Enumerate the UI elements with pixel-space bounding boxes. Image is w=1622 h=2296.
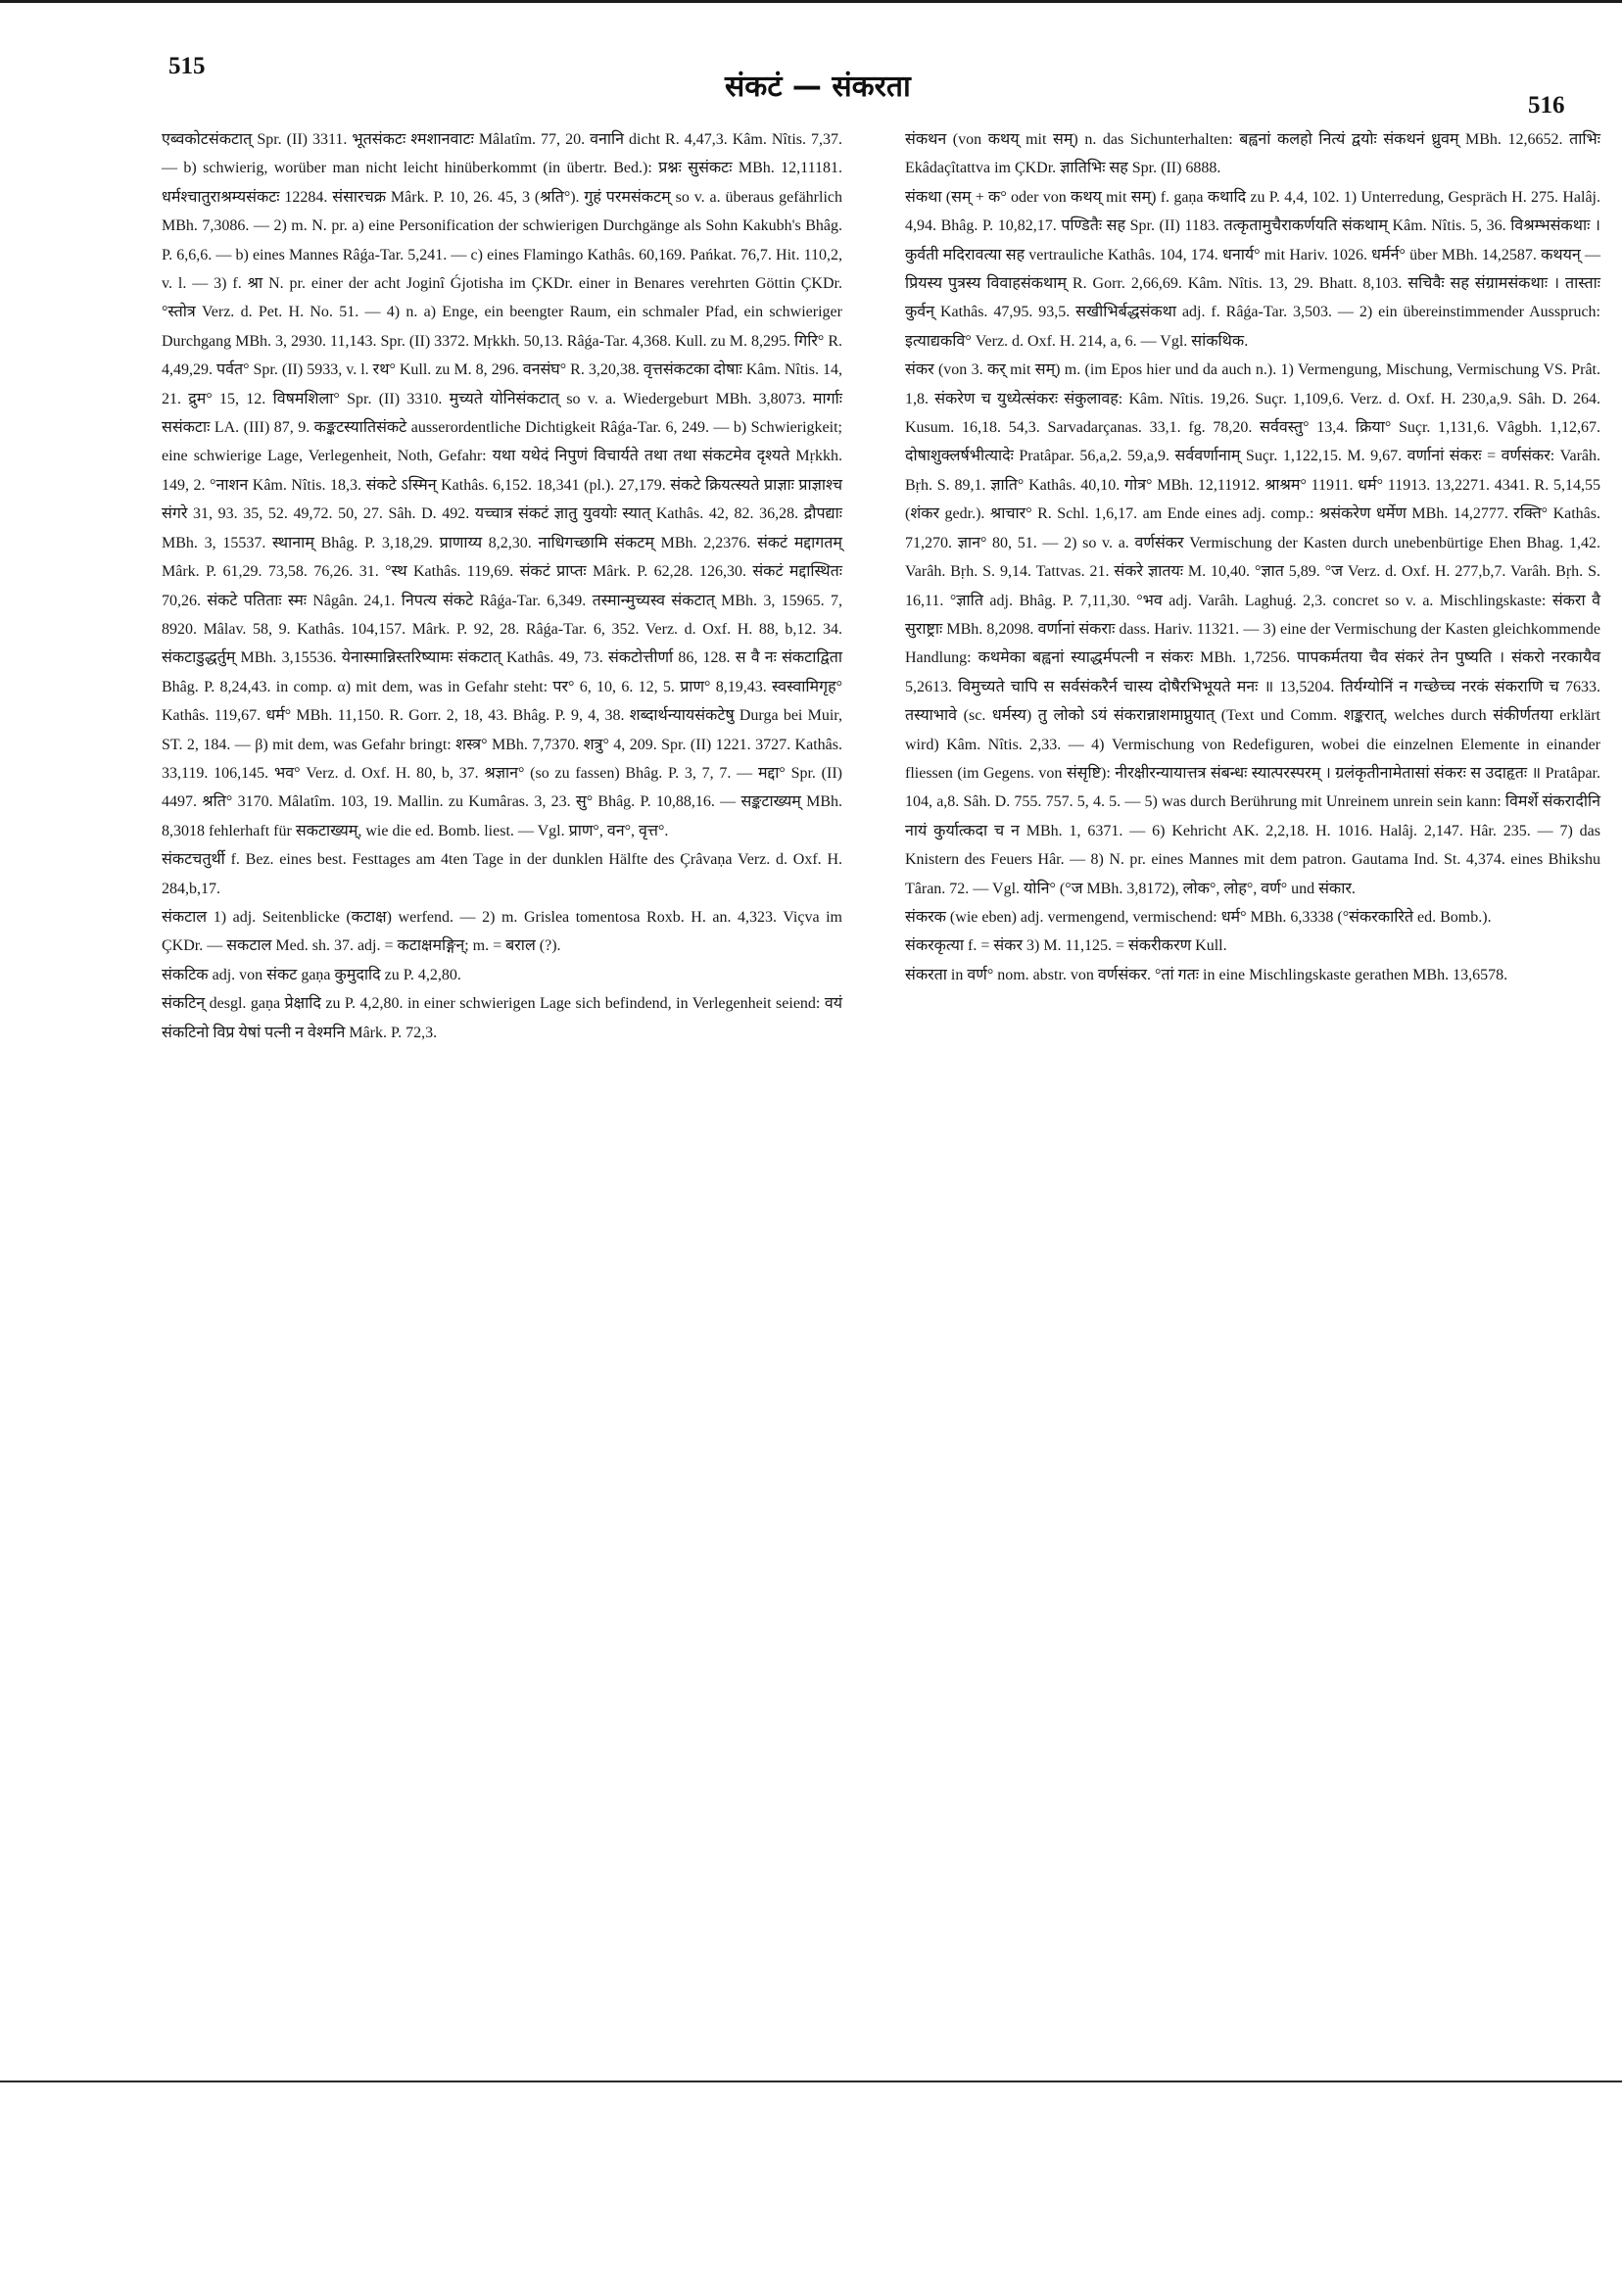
entry-sankatin: संकटिन् desgl. gaṇa प्रेक्षादि zu P. 4,2,80. in einer schwierigen Lage sich befindend, in Verlegenheit seiend: वयं संकटिनो विप्र येषां पत्नी न वेश्मनि Mârk. P. 72,3. — [162, 995, 842, 1041]
entry-sankara: संकर (von 3. कर् mit सम्) m. (im Epos hier und da auch n.). 1) Vermengung, Mischung, Vermischung VS. Prât. 1,8. संकरेण च युध्येत्संकरः संकुलावह: Kâm. Nîtis. 19,26. Suçr. 1,109,6. Verz. d. Oxf. H. 230,a,9. Sâh. D. 264. Kusum. 16,18. 54,3. Sarvadarçanas. 33,1. fg. 78,20. सर्ववस्तु° 13,4. क्रिया° Suçr. 1,131,6. Vâgbh. 1,12,67. दोषाशुक्लर्षभीत्यादेः Pratâpar. 56,a,2. 59,a,9. सर्ववर्णानाम् Suçr. 1,122,15. M. 9,67. वर्णानां संकरः = वर्णसंकर: Varâh. Bṛh. S. 89,1. ज्ञाति° Kathâs. 40,10. गोत्र° MBh. 12,11912. श्राश्रम° 11911. धर्म° 11913. 13,2271. 4341. R. 5,14,55 (शंकर gedr.). श्राचार° R. Schl. 1,6,17. am Ende eines adj. comp.: श्रसंकरेण धर्मेण MBh. 14,2777. रक्ति° Kathâs. 71,270. ज्ञान° 80, 51. — 2) so v. a. वर्णसंकर Vermischung der Kasten durch unebenbürtige Ehen Bhag. 1,42. Varâh. Bṛh. S. 9,14. Tattvas. 21. संकरे ज्ञातयः M. 10,40. °ज्ञात 5,89. °ज Verz. d. Oxf. H. 277,b,7. Varâh. Bṛh. S. 16,11. °ज्ञाति adj. Bhâg. P. 7,11,30. °भव adj. Varâh. Laghuǵ. 2,3. concret so v. a. Mischlingskaste: संकरा वै सुराष्ट्राः MBh. 8,2098. वर्णानां संकराः dass. Hariv. 11321. — 3) eine der Vermischung der Kasten gleichkommende Handlung: कथमेका बह्वनां स्याद्धर्मपत्नी न संकरः MBh. 1,7256. पापकर्मतया चैव संकरं तेन पुष्यति । संकरो नरकायैव 5,2613. विमुच्यते चापि स सर्वसंकरैर्न चास्य दोषैरभिभूयते मनः ॥ 13,5204. तिर्यग्योनिं न गच्छेच्च नरकं संकराणि च 7633. तस्याभावे (sc. धर्मस्य) तु लोको ऽयं संकरान्नाशमाप्नुयात् (Text und Comm. शङ्करात्, welches durch संकीर्णतया erklärt wird) Kâm. Nîtis. 2,33. — 4) Vermischung von Redefiguren, wobei die einzelnen Elemente in einander fliessen (im Gegens. von संसृष्टि): नीरक्षीरन्यायात्तत्र संबन्धः स्यात्परस्परम् । ग्रलंकृतीनामेतासां संकरः स उदाहृतः ॥ Pratâpar. 104, a,8. Sâh. D. 755. 757. 5, 4. 5. — 5) was durch Berührung mit Unreinem unrein sein kann: विमर्शे संकरादीनि नायं कुर्यात्कदा च न MBh. 1, 6371. — 6) Kehricht AK. 2,2,18. H. 1016. Halâj. 2,147. Hâr. 235. — 7) das Knistern des Feuers Hâr. — 8) N. pr. eines Mannes mit dem patron. Gautama Ind. St. 4,374. eines Bhikshu Târan. 72. — Vgl. योनि° (°ज MBh. 3,8172), लोक°, लोह°, वर्ण° und संकार. — [905, 361, 1600, 897]
running-header: संकटं — संकरता — [725, 70, 911, 104]
top-border-line — [0, 0, 1622, 3]
entry-sankatacaturthi: संकटचतुर्थी f. Bez. eines best. Festtages am 4ten Tage in der dunklen Hälfte des Çrâvaṇa Verz. d. Oxf. H. 284,b,17. — [162, 851, 842, 897]
entry-sankarata: संकरता in वर्ण° nom. abstr. von वर्णसंकर. °तां गतः in eine Mischlingskaste gerathen MBh. 13,6578. — [905, 966, 1508, 983]
left-column — [162, 125, 842, 1047]
entry-sankarakritya: संकरकृत्या f. = संकर 3) M. 11,125. = संकरीकरण Kull. — [905, 937, 1227, 955]
entry-sankatala: संकटाल 1) adj. Seitenblicke (कटाक्ष) werfend. — 2) m. Grislea tomentosa Roxb. H. an. 4,323. Viçva im ÇKDr. — सकटाल Med. sh. 37. adj. = कटाक्षमङ्गिन्; m. = बराल (?). — [162, 908, 842, 955]
left-page-number: 515 — [168, 53, 206, 79]
entry-sankaraka: संकरक (wie eben) adj. vermengend, vermischend: धर्म° MBh. 6,3338 (°संकरकारिते ed. Bomb.). — [905, 908, 1492, 926]
entry-sankata-continued: एब्वकोटसंकटात् Spr. (II) 3311. भूतसंकटः श्मशानवाटः Mâlatîm. 77, 20. वनानि dicht R. 4,47,3. Kâm. Nîtis. 7,37. — b) schwierig, worüber man nicht leicht hinüberkommt (in übertr. Bed.): प्रश्नः सुसंकटः MBh. 12,11181. धर्मश्चातुराश्रम्यसंकटः 12284. संसारचक्र Mârk. P. 10, 26. 45, 3 (श्रति°). गुहं परमसंकटम् so v. a. überaus gefährlich MBh. 7,3086. — 2) m. N. pr. a) eine Personification der schwierigen Durchgänge als Sohn Kakubh's Bhâg. P. 6,6,6. — b) eines Mannes Râǵa-Tar. 5,241. — c) eines Flamingo Kathâs. 60,169. Pańkat. 76,7. Hit. 110,2, v. l. — 3) f. श्रा N. pr. einer der acht Joginî Ǵjotisha im ÇKDr. einer in Benares verehrten Göttin ÇKDr. °स्तोत्र Verz. d. Pet. H. No. 51. — 4) n. a) Enge, ein beengter Raum, ein schmaler Pfad, ein schwieriger Durchgang MBh. 3, 2930. 11,143. Spr. (II) 3372. Mṛkkh. 50,13. Râǵa-Tar. 4,368. Kull. zu M. 8,295. गिरि° R. 4,49,29. पर्वत° Spr. (II) 5933, v. l. रथ° Kull. zu M. 8, 296. वनसंघ° R. 3,20,38. वृत्तसंकटका दोषाः Kâm. Nîtis. 14, 21. द्रुम° 15, 12. विषमशिला° Spr. (II) 3310. मुच्यते योनिसंकटात् so v. a. Wiedergeburt MBh. 3,8073. मार्गाः ससंकटाः LA. (III) 87, 9. कङ्कटस्यातिसंकटे ausserordentliche Dichtigkeit Râǵa-Tar. 6, 249. — b) Schwierigkeit; eine schwierige Lage, Verlegenheit, Noth, Gefahr: यथा यथेदं निपुणं विचार्यते तथा तथा संकटमेव दृश्यते Mṛkkh. 149, 2. °नाशन Kâm. Nîtis. 18,3. संकटे ऽस्मिन् Kathâs. 6,152. 18,341 (pl.). 27,179. संकटे क्रियत्स्यते प्राज्ञाः प्राज्ञाश्च संगरे 31, 93. 35, 52. 49,72. 50, 27. Sâh. D. 492. यच्चात्र संकटं ज्ञातु युवयोः स्यात् Kathâs. 42, 82. 36,28. द्रौपद्याः MBh. 3, 15537. स्थानाम् Bhâg. P. 3,18,29. प्राणाय्य 8,2,30. नाधिगच्छामि संकटम् MBh. 2,2376. संकटं मद्दागतम् Mârk. P. 61,29. 73,58. 76,26. 31. °स्थ Kathâs. 119,69. संकटं प्राप्तः Mârk. P. 62,28. 126,30. संकटं मद्दास्थितः 70,26. संकटे पतिताः स्मः Nâgân. 24,1. निपत्य संकटे Râǵa-Tar. 6,349. तस्मान्मुच्यस्व संकटात् MBh. 3, 15965. 7, 8920. Mâlav. 58, 9. Kathâs. 104,157. Mârk. P. 92, 28. Râǵa-Tar. 6, 352. Verz. d. Oxf. H. 88, b,12. 34. संकटाडुद्धर्तुम् MBh. 3,15536. येनास्मान्निस्तरिष्यामः संकटात् Kathâs. 49, 73. संकटोत्तीर्णा 86, 128. स वै नः संकटाद्विता Bhâg. P. 8,24,43. in comp. α) mit dem, was in Gefahr steht: पर° 6, 10, 6. 12, 5. प्राण° 8,19,43. स्वस्वामिगृह° Kathâs. 119,67. धर्म° MBh. 11,150. R. Gorr. 2, 18, 43. Bhâg. P. 9, 4, 38. शब्दार्थन्यायसंकटेषु Durga bei Muir, ST. 2, 184. — β) mit dem, was Gefahr bringt: शस्त्र° MBh. 7,7370. शत्रु° 4, 209. Spr. (II) 1221. 3727. Kathâs. 33,119. 106,145. भव° Verz. d. Oxf. H. 80, b, 37. श्रज्ञान° (so zu fassen) Bhâg. P. 3, 7, 7. — मद्दा° Spr. (II) 4497. श्रति° 3170. Mâlatîm. 103, 19. Mallin. zu Kumâras. 3, 23. सु° Bhâg. P. 10,88,16. — सङ्कटाख्यम् MBh. 8,3018 fehlerhaft für सकटाख्यम्, wie die ed. Bomb. liest. — Vgl. प्राण°, वन°, वृत्त°. — [162, 131, 842, 839]
entry-sankathana: संकथन (von कथय् mit सम्) n. das Sichunterhalten: बह्वनां कलहो नित्यं द्वयोः संकथनं ध्रुवम् MBh. 12,6652. ताभिः Ekâdaçîtattva im ÇKDr. ज्ञातिभिः सह Spr. (II) 6888. — [905, 131, 1600, 177]
right-page-number: 516 — [1528, 92, 1565, 119]
right-column — [905, 125, 1600, 989]
entry-sankatha: संकथा (सम् + क° oder von कथय् mit सम्) f. gaṇa कथादि zu P. 4,4, 102. 1) Unterredung, Gespräch H. 275. Halâj. 4,94. Bhâg. P. 10,82,17. पण्डितैः सह Spr. (II) 1183. तत्कृतामुचैराकर्णयति संकथाम् Kâm. Nîtis. 5, 36. विश्रम्भसंकथाः । कुर्वती मदिरावत्या सह vertrauliche Kathâs. 104, 174. धनार्य° mit Hariv. 1026. धर्मर्न° über MBh. 14,2587. कथयन् — प्रियस्य पुत्रस्य विवाहसंकथाम् R. Gorr. 2,66,69. Kâm. Nîtis. 13, 29. Bhatt. 8,103. सचिवैः सह संग्रामसंकथाः । तास्ताः कुर्वन् Kathâs. 47,95. 93,5. सखीभिर्बद्धसंकथा adj. f. Râǵa-Tar. 3,503. — 2) ein übereinstimmender Ausspruch: इत्याद्यकवि° Verz. d. Oxf. H. 214, a, 6. — Vgl. सांकथिक. — [905, 188, 1600, 350]
bottom-border-line — [0, 2081, 1622, 2082]
entry-sankatika: संकटिक adj. von संकट gaṇa कुमुदादि zu P. 4,2,80. — [162, 966, 461, 983]
